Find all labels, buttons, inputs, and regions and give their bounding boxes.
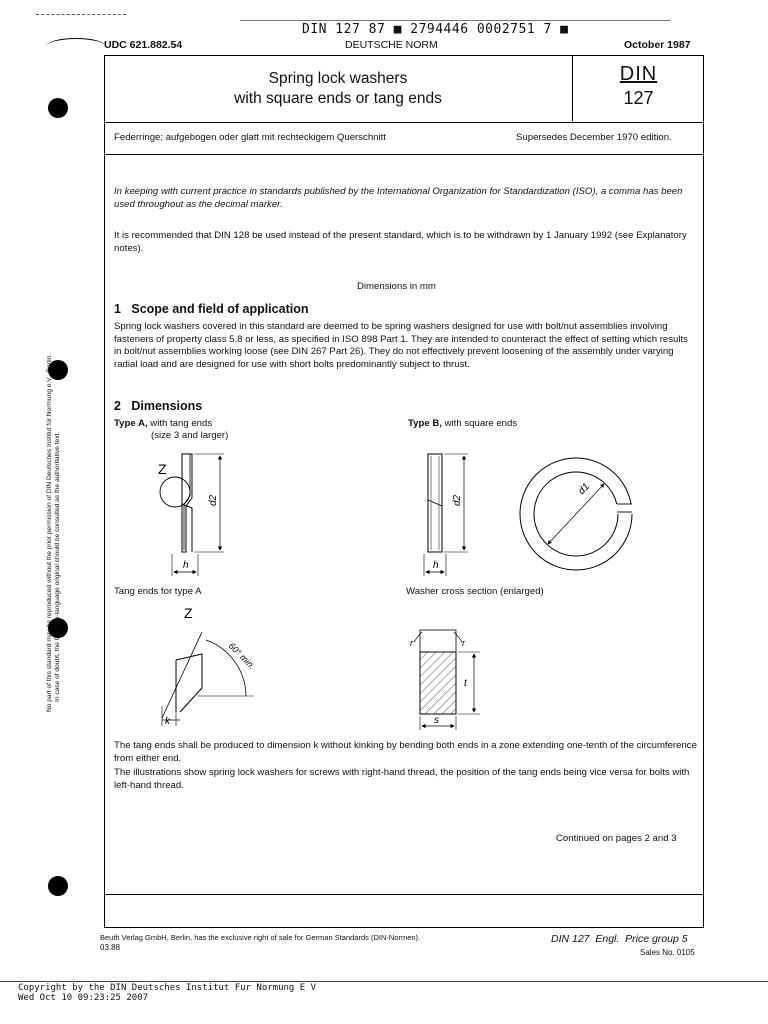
din-label: DIN bbox=[619, 63, 658, 85]
type-a-rest: with tang ends bbox=[147, 418, 213, 429]
scan-rule bbox=[0, 981, 768, 982]
fig-b-h: h bbox=[433, 560, 439, 571]
fig-a-d2: d2 bbox=[208, 494, 219, 506]
recommend-note: It is recommended that DIN 128 be used instead of the present standard, which is to be withdrawn by 1 January 1992 (see Explanatory notes). bbox=[114, 230, 687, 254]
copyright-line-2: Wed Oct 10 09:23:25 2007 bbox=[18, 993, 149, 1003]
fig-cs-t: t bbox=[464, 678, 467, 689]
type-b-bold: Type B, bbox=[408, 418, 442, 429]
cross-section-label: Washer cross section (enlarged) bbox=[406, 586, 544, 597]
fig-tang-z: Z bbox=[184, 605, 193, 621]
title-block bbox=[104, 55, 704, 123]
fig-cs-r-right: r bbox=[462, 638, 465, 648]
udc: UDC 621.882.54 bbox=[104, 39, 183, 51]
figure-top-view bbox=[514, 452, 638, 576]
doc-ref: DIN 127 Engl. Price group 5 bbox=[551, 933, 688, 945]
type-b-label bbox=[408, 418, 517, 429]
scan-line bbox=[240, 20, 670, 21]
fig-top-d1: d1 bbox=[576, 481, 592, 497]
copyright-line-1: Copyright by the DIN Deutsches Institut Fur Normung E V bbox=[18, 983, 317, 993]
punch-hole bbox=[48, 98, 68, 118]
fig-cs-s: s bbox=[434, 715, 439, 726]
type-a-size: (size 3 and larger) bbox=[151, 430, 229, 441]
fig-tang-k: k bbox=[165, 716, 170, 727]
figure-type-a bbox=[150, 448, 240, 580]
title-line-2: with square ends or tang ends bbox=[234, 90, 442, 107]
fig-b-d2: d2 bbox=[452, 494, 463, 506]
title-line-1: Spring lock washers bbox=[268, 70, 408, 87]
tang-paragraph: The tang ends shall be produced to dimension k without kinking by bending both ends in a zone extending one-tenth of the circumference from either end. bbox=[114, 740, 697, 764]
section-1-heading: 1 Scope and field of application bbox=[114, 302, 309, 316]
tang-ends-label: Tang ends for type A bbox=[114, 586, 202, 597]
iso-note: In keeping with current practice in standards published by the International Organization for Standardization (ISO), a comma has been used throughout as the decimal marker. bbox=[114, 186, 683, 210]
deutsche-norm: DEUTSCHE NORM bbox=[345, 39, 438, 51]
side-line-2: In case of doubt, the German-language original should be consulted as the authoritative text. bbox=[54, 431, 61, 702]
header-curve bbox=[46, 38, 106, 55]
side-line-1: No part of this standard may be reproduced without the prior permission of DIN Deutsches Institut für Normung e.V., Berlin. bbox=[46, 353, 53, 712]
supersedes: Supersedes December 1970 edition. bbox=[516, 132, 672, 143]
din-box bbox=[573, 55, 704, 121]
punch-hole bbox=[48, 876, 68, 896]
section-2-heading: 2 Dimensions bbox=[114, 399, 203, 413]
scan-mark bbox=[36, 14, 126, 15]
side-copyright bbox=[46, 272, 62, 712]
sales-no: Sales No. 0105 bbox=[640, 948, 695, 957]
figure-tang-ends bbox=[150, 600, 260, 730]
figure-type-b bbox=[402, 448, 492, 580]
fig-a-z: Z bbox=[158, 461, 167, 477]
publisher-note: Beuth Verlag GmbH, Berlin, has the exclusive right of sale for German Standards (DIN-Normen). bbox=[100, 933, 421, 942]
date: October 1987 bbox=[624, 39, 691, 51]
fig-a-h: h bbox=[183, 560, 189, 571]
type-b-rest: with square ends bbox=[441, 418, 518, 429]
detail-z-circle bbox=[160, 477, 190, 507]
fig-cs-r-left: r bbox=[410, 638, 413, 648]
divider bbox=[104, 154, 704, 155]
thread-paragraph: The illustrations show spring lock washers for screws with right-hand thread, the position of the tang ends being vice versa for bolts with left-hand thread. bbox=[114, 767, 690, 791]
din-number: 127 bbox=[623, 88, 654, 108]
footer-divider bbox=[104, 894, 704, 895]
german-title: Federringe; aufgebogen oder glatt mit rechteckigem Querschnitt bbox=[114, 132, 386, 143]
type-a-bold: Type A, bbox=[114, 418, 148, 429]
issue-date: 03.88 bbox=[100, 943, 121, 952]
title-box bbox=[104, 55, 573, 121]
type-a-label bbox=[114, 418, 212, 429]
section-1-text: Spring lock washers covered in this standard are deemed to be spring washers designed for use with bolt/nut assemblies involving fasteners of property class 5.8 or less, as specified in ISO 898 Part 1. They are intended to counteract the effect of setting which results in bolt/nut assemblies working loose (see DIN 267 Part 26). They do not effectively prevent loosening of the assembly under varying radial load and are designed for use with short bolts predominantly subject to thrust. bbox=[114, 321, 688, 370]
fig-tang-angle: 60° min. bbox=[226, 640, 258, 672]
dimensions-in: Dimensions in mm bbox=[357, 281, 436, 292]
continued-note: Continued on pages 2 and 3 bbox=[556, 833, 677, 844]
top-code: DIN 127 87 ■ 2794446 0002751 7 ■ bbox=[302, 22, 569, 37]
figure-cross-section bbox=[400, 620, 490, 732]
